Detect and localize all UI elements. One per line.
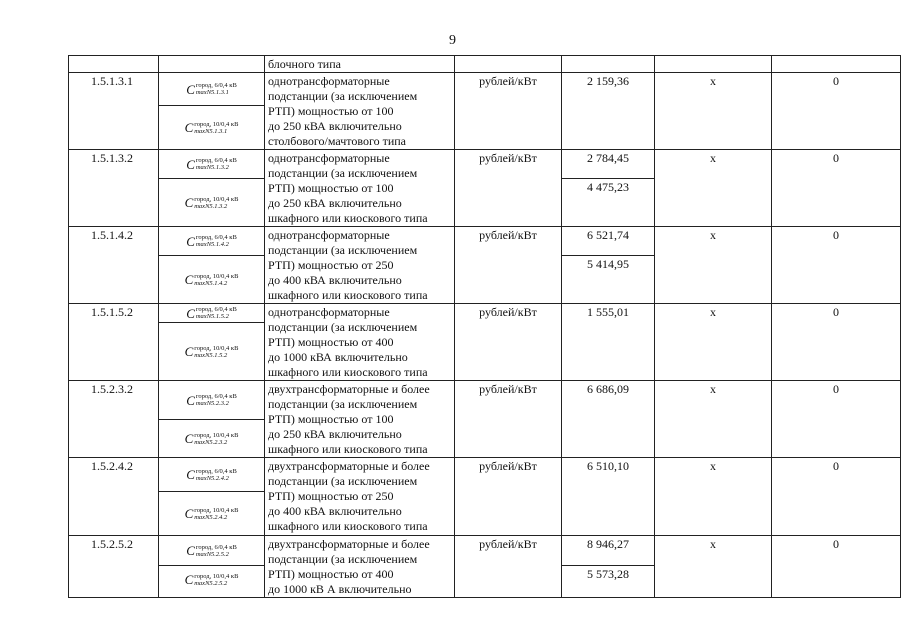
tariff-symbol-scripts xyxy=(196,306,237,320)
table-row xyxy=(69,536,901,598)
tariff-symbol-scripts xyxy=(194,196,238,210)
x-cell: x xyxy=(655,150,772,227)
item-code: 1.5.2.5.2 xyxy=(69,536,159,598)
description-line: РТП) мощностью от 250 xyxy=(268,258,394,272)
item-description xyxy=(265,458,455,536)
unit-cell xyxy=(455,227,562,304)
rate-value-6kv: 6 521,74 xyxy=(587,228,629,242)
tariff-symbol-subscript: maxN5.2.3.2 xyxy=(194,438,228,446)
tariff-symbol-10kv xyxy=(159,322,264,380)
tariff-symbol-formula xyxy=(185,572,239,587)
rate-value-10kv: 4 475,23 xyxy=(562,178,654,195)
intro-zero-cell xyxy=(772,56,901,73)
description-line: подстанции (за исключением xyxy=(268,89,418,103)
intro-symbol-cell xyxy=(159,56,265,73)
zero-cell: 0 xyxy=(772,458,901,536)
description-line: однотрансформаторные xyxy=(268,151,390,165)
tariff-symbol-letter: C xyxy=(186,233,195,249)
intro-value-cell xyxy=(562,56,655,73)
rate-value-cell xyxy=(562,73,655,150)
intro-text: блочного типа xyxy=(265,56,455,73)
description-line: до 250 кВА включительно xyxy=(268,119,402,133)
tariff-symbol-scripts xyxy=(194,432,238,446)
tariff-symbol-scripts xyxy=(194,573,238,587)
tariff-symbol-letter: C xyxy=(184,195,194,210)
tariff-symbol-10kv xyxy=(159,255,264,303)
description-line: подстанции (за исключением xyxy=(268,474,418,488)
page-number: 9 xyxy=(449,33,456,48)
tariff-symbol-formula xyxy=(186,467,237,482)
unit-cell xyxy=(455,536,562,598)
item-description xyxy=(265,536,455,598)
zero-cell: 0 xyxy=(772,536,901,598)
tariff-symbol-letter: C xyxy=(186,543,195,558)
tariff-symbol-superscript: город, 10/0,4 кВ xyxy=(194,506,239,514)
unit-label: рублей/кВт xyxy=(479,305,537,319)
tariff-symbol-scripts xyxy=(194,507,238,521)
tariff-symbol-superscript: город, 10/0,4 кВ xyxy=(194,431,239,439)
tariff-symbol-superscript: город, 6/0,4 кВ xyxy=(195,306,237,313)
tariff-symbol-6kv xyxy=(159,381,264,419)
item-description xyxy=(265,150,455,227)
table-row xyxy=(69,381,901,458)
tariff-symbol-superscript: город, 6/0,4 кВ xyxy=(195,234,237,241)
tariff-symbol-scripts xyxy=(194,345,238,359)
tariff-symbol-letter: C xyxy=(184,506,194,521)
tariff-symbol-subscript: maxN5.1.3.2 xyxy=(194,202,228,210)
tariff-symbol-formula xyxy=(186,234,237,249)
item-description xyxy=(265,73,455,150)
tariff-symbol-scripts xyxy=(196,544,237,558)
tariff-symbol-cell xyxy=(159,227,265,304)
description-line: двухтрансформаторные и более xyxy=(268,382,430,396)
tariff-symbol-cell xyxy=(159,150,265,227)
tariff-symbol-subscript: maxN5.2.4.2 xyxy=(194,513,228,521)
rate-value-6kv: 1 555,01 xyxy=(587,305,629,319)
tariff-symbol-formula xyxy=(185,120,239,135)
tariff-symbol-superscript: город, 6/0,4 кВ xyxy=(195,543,237,551)
table-row xyxy=(69,304,901,381)
unit-cell xyxy=(455,458,562,536)
description-line: до 400 кВА включительно xyxy=(268,273,402,287)
zero-cell: 0 xyxy=(772,304,901,381)
tariff-symbol-subscript: maxN5.1.5.2 xyxy=(195,313,229,320)
tariff-symbol-letter: C xyxy=(186,392,195,408)
tariff-symbol-superscript: город, 10/0,4 кВ xyxy=(194,344,239,352)
tariff-symbol-scripts xyxy=(196,82,237,96)
tariff-symbol-scripts xyxy=(196,468,237,482)
tariff-symbol-6kv xyxy=(159,304,264,322)
tariff-symbol-superscript: город, 10/0,4 кВ xyxy=(194,195,239,203)
tariff-symbol-formula xyxy=(186,543,237,558)
x-cell: x xyxy=(655,381,772,458)
tariff-symbol-6kv xyxy=(159,227,264,255)
description-line: шкафного или киоскового типа xyxy=(268,519,428,533)
description-line: подстанции (за исключением xyxy=(268,397,418,411)
tariff-symbol-superscript: город, 6/0,4 кВ xyxy=(195,82,237,89)
tariff-symbol-formula xyxy=(186,393,237,408)
unit-label: рублей/кВт xyxy=(479,228,537,242)
item-code: 1.5.1.5.2 xyxy=(69,304,159,381)
x-cell: x xyxy=(655,458,772,536)
tariff-symbol-letter: C xyxy=(186,81,195,97)
tariff-symbol-superscript: город, 6/0,4 кВ xyxy=(195,467,237,475)
tariff-symbol-subscript: maxN5.1.3.2 xyxy=(195,164,229,171)
item-code: 1.5.2.4.2 xyxy=(69,458,159,536)
tariff-symbol-subscript: maxN5.1.3.1 xyxy=(195,89,229,96)
tariff-symbol-formula xyxy=(185,272,239,287)
tariff-symbol-scripts xyxy=(194,121,238,135)
tariff-symbol-subscript: maxN5.1.4.2 xyxy=(194,279,228,287)
table-row xyxy=(69,458,901,536)
tariff-symbol-6kv xyxy=(159,458,264,491)
item-description xyxy=(265,227,455,304)
tariff-symbol-scripts xyxy=(194,273,238,287)
tariff-symbol-subscript: maxN5.2.3.2 xyxy=(195,400,229,407)
rate-value-cell xyxy=(562,227,655,304)
description-line: двухтрансформаторные и более xyxy=(268,537,430,551)
unit-label: рублей/кВт xyxy=(479,151,537,165)
item-code: 1.5.2.3.2 xyxy=(69,381,159,458)
zero-cell: 0 xyxy=(772,381,901,458)
intro-code-cell xyxy=(69,56,159,73)
description-line: РТП) мощностью от 100 xyxy=(268,181,394,195)
unit-label: рублей/кВт xyxy=(479,74,537,88)
intro-unit-cell xyxy=(455,56,562,73)
tariff-symbol-superscript: город, 10/0,4 кВ xyxy=(194,120,239,128)
tariff-symbol-cell xyxy=(159,304,265,381)
item-code: 1.5.1.4.2 xyxy=(69,227,159,304)
tariff-symbol-letter: C xyxy=(186,305,195,321)
zero-cell: 0 xyxy=(772,150,901,227)
tariff-symbol-formula xyxy=(185,506,239,521)
description-line: однотрансформаторные xyxy=(268,305,390,319)
tariff-symbol-subscript: maxN5.2.5.2 xyxy=(195,550,229,558)
unit-cell xyxy=(455,381,562,458)
tariff-symbol-scripts xyxy=(196,157,237,171)
x-cell: x xyxy=(655,73,772,150)
tariff-symbol-6kv xyxy=(159,150,264,178)
tariff-symbol-10kv xyxy=(159,565,264,593)
tariff-symbol-formula xyxy=(185,344,239,359)
description-line: однотрансформаторные xyxy=(268,228,390,242)
table-row xyxy=(69,227,901,304)
rate-value-cell xyxy=(562,304,655,381)
rate-value-cell xyxy=(562,381,655,458)
description-line: РТП) мощностью от 400 xyxy=(268,567,394,581)
rate-value-10kv: 5 573,28 xyxy=(562,565,654,582)
tariff-symbol-superscript: город, 10/0,4 кВ xyxy=(194,272,239,280)
description-line: РТП) мощностью от 100 xyxy=(268,412,394,426)
tariff-symbol-letter: C xyxy=(186,467,195,482)
description-line: подстанции (за исключением xyxy=(268,552,418,566)
description-line: подстанции (за исключением xyxy=(268,320,418,334)
tariff-symbol-cell xyxy=(159,536,265,598)
description-line: подстанции (за исключением xyxy=(268,243,418,257)
rate-value-10kv: 5 414,95 xyxy=(562,255,654,272)
description-line: шкафного или киоскового типа xyxy=(268,288,428,302)
tariff-symbol-letter: C xyxy=(184,572,194,587)
tariff-symbol-superscript: город, 10/0,4 кВ xyxy=(194,572,239,580)
rate-value-cell xyxy=(562,536,655,598)
rate-value-6kv: 8 946,27 xyxy=(587,537,629,551)
item-code: 1.5.1.3.2 xyxy=(69,150,159,227)
description-line: шкафного или киоскового типа xyxy=(268,442,428,456)
x-cell: x xyxy=(655,304,772,381)
tariff-symbol-formula xyxy=(186,82,237,97)
unit-label: рублей/кВт xyxy=(479,537,537,551)
description-line: столбового/мачтового типа xyxy=(268,134,406,148)
unit-cell xyxy=(455,304,562,381)
tariff-symbol-subscript: maxN5.2.5.2 xyxy=(194,579,228,587)
table-row xyxy=(69,73,901,150)
intro-row xyxy=(69,56,901,73)
tariff-symbol-cell xyxy=(159,381,265,458)
description-line: двухтрансформаторные и более xyxy=(268,459,430,473)
unit-label: рублей/кВт xyxy=(479,459,537,473)
tariff-symbol-scripts xyxy=(196,234,237,248)
description-line: до 1000 кВА включительно xyxy=(268,350,408,364)
tariff-table xyxy=(68,55,901,598)
description-line: РТП) мощностью от 400 xyxy=(268,335,394,349)
tariff-symbol-subscript: maxN5.1.5.2 xyxy=(194,351,228,359)
tariff-symbol-cell xyxy=(159,73,265,150)
tariff-symbol-letter: C xyxy=(184,272,194,287)
tariff-symbol-subscript: maxN5.1.3.1 xyxy=(194,127,228,135)
tariff-symbol-10kv xyxy=(159,491,264,535)
rate-value-6kv: 2 159,36 xyxy=(587,74,629,88)
unit-cell xyxy=(455,73,562,150)
description-line: до 400 кВА включительно xyxy=(268,504,402,518)
description-line: РТП) мощностью от 250 xyxy=(268,489,394,503)
rate-value-cell xyxy=(562,150,655,227)
tariff-symbol-formula xyxy=(185,195,239,210)
item-code: 1.5.1.3.1 xyxy=(69,73,159,150)
zero-cell: 0 xyxy=(772,227,901,304)
item-description xyxy=(265,381,455,458)
tariff-symbol-cell xyxy=(159,458,265,536)
description-line: до 1000 кВ А включительно xyxy=(268,582,412,596)
tariff-symbol-formula xyxy=(186,306,237,321)
tariff-symbol-10kv xyxy=(159,178,264,226)
x-cell: x xyxy=(655,536,772,598)
tariff-symbol-superscript: город, 6/0,4 кВ xyxy=(195,393,237,400)
unit-label: рублей/кВт xyxy=(479,382,537,396)
tariff-symbol-subscript: maxN5.1.4.2 xyxy=(195,241,229,248)
unit-cell xyxy=(455,150,562,227)
description-line: однотрансформаторные xyxy=(268,74,390,88)
tariff-symbol-letter: C xyxy=(184,344,194,359)
tariff-symbol-formula xyxy=(186,157,237,172)
rate-value-6kv: 6 510,10 xyxy=(587,459,629,473)
description-line: подстанции (за исключением xyxy=(268,166,418,180)
tariff-symbol-letter: C xyxy=(186,156,195,172)
tariff-symbol-6kv xyxy=(159,73,264,105)
tariff-symbol-superscript: город, 6/0,4 кВ xyxy=(195,157,237,164)
tariff-symbol-letter: C xyxy=(184,120,194,135)
tariff-symbol-scripts xyxy=(196,393,237,407)
zero-cell: 0 xyxy=(772,73,901,150)
description-line: шкафного или киоскового типа xyxy=(268,365,428,379)
tariff-symbol-formula xyxy=(185,431,239,446)
tariff-symbol-6kv xyxy=(159,536,264,565)
description-line: до 250 кВА включительно xyxy=(268,427,402,441)
tariff-symbol-letter: C xyxy=(184,431,194,446)
table-row xyxy=(69,150,901,227)
intro-x-cell xyxy=(655,56,772,73)
description-line: до 250 кВА включительно xyxy=(268,196,402,210)
x-cell: x xyxy=(655,227,772,304)
rate-value-6kv: 6 686,09 xyxy=(587,382,629,396)
rate-value-cell xyxy=(562,458,655,536)
tariff-symbol-subscript: maxN5.2.4.2 xyxy=(195,474,229,482)
tariff-symbol-10kv xyxy=(159,419,264,457)
description-line: шкафного или киоскового типа xyxy=(268,211,428,225)
description-line: РТП) мощностью от 100 xyxy=(268,104,394,118)
item-description xyxy=(265,304,455,381)
rate-value-6kv: 2 784,45 xyxy=(587,151,629,165)
tariff-symbol-10kv xyxy=(159,105,264,149)
